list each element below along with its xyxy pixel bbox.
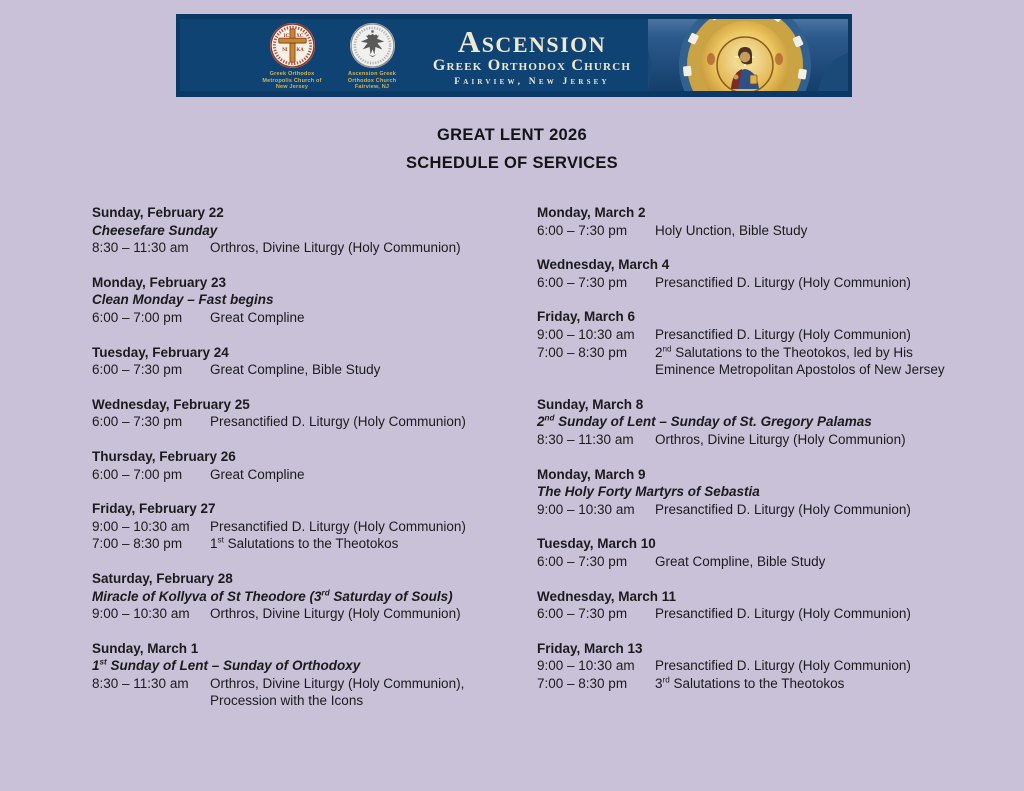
service-description (210, 309, 516, 327)
ordinal-suffix: rd (321, 588, 330, 597)
text-segment: Presanctified D. Liturgy (Holy Communion) (655, 501, 911, 517)
service-description (655, 274, 951, 292)
svg-text:XC: XC (295, 34, 303, 40)
service-time: 6:00 – 7:30 pm (537, 606, 628, 622)
ordinal-suffix: nd (662, 344, 672, 354)
entry-feast (92, 222, 516, 240)
text-segment: Sunday of Lent – Sunday of St. Gregory Palamas (554, 414, 872, 430)
schedule-column-right (537, 204, 951, 709)
entry-date: Friday, March 6 (537, 309, 636, 325)
metropolis-caption-line1: Greek Orthodox (269, 71, 315, 77)
schedule-entry (92, 204, 516, 257)
text-segment: Cheesefare Sunday (92, 222, 218, 238)
text-segment: 2 (537, 414, 545, 430)
service-description (655, 675, 951, 693)
text-segment: Presanctified D. Liturgy (Holy Communion) (655, 274, 911, 290)
text-segment: Presanctified D. Liturgy (Holy Communion) (655, 326, 911, 342)
schedule-entry (92, 274, 516, 327)
service-description (655, 553, 951, 571)
entry-date: Monday, February 23 (92, 274, 227, 290)
schedule-entry (537, 256, 951, 291)
entry-date: Saturday, February 28 (92, 570, 233, 586)
service-row (537, 605, 951, 623)
entry-date: Monday, March 9 (537, 466, 646, 482)
service-row (537, 431, 951, 449)
service-row (92, 535, 516, 553)
service-description (655, 605, 951, 623)
service-time: 7:00 – 8:30 pm (537, 344, 628, 360)
text-segment: Orthros, Divine Liturgy (Holy Communion) (655, 431, 906, 447)
service-row (92, 361, 516, 379)
entry-feast (537, 483, 951, 501)
church-subtitle: Greek Orthodox Church (432, 56, 632, 74)
service-time: 6:00 – 7:00 pm (92, 309, 183, 325)
service-time: 9:00 – 10:30 am (92, 518, 190, 534)
text-segment: Presanctified D. Liturgy (Holy Communion) (210, 518, 466, 534)
schedule-entry (537, 204, 951, 239)
text-segment: Great Compline, Bible Study (655, 553, 826, 569)
service-row (537, 675, 951, 693)
service-time: 6:00 – 7:30 pm (537, 553, 628, 569)
service-row (537, 501, 951, 519)
service-description (655, 326, 951, 344)
service-time: 9:00 – 10:30 am (537, 658, 635, 674)
schedule-entry (537, 588, 951, 623)
service-description (655, 657, 951, 675)
service-time: 9:00 – 10:30 am (537, 501, 635, 517)
service-time: 6:00 – 7:30 pm (537, 274, 628, 290)
schedule-entry (92, 344, 516, 379)
text-segment: Saturday of Souls) (329, 588, 453, 604)
text-segment: Presanctified D. Liturgy (Holy Communion) (655, 606, 911, 622)
schedule-entry (92, 570, 516, 623)
text-segment: Orthros, Divine Liturgy (Holy Communion), Procession with the Icons (210, 675, 465, 709)
service-time: 8:30 – 11:30 am (92, 675, 189, 691)
service-row (92, 518, 516, 536)
church-location: Fairview, New Jersey (454, 76, 610, 87)
entry-date: Monday, March 2 (537, 205, 646, 220)
service-description (210, 466, 516, 484)
service-row (537, 344, 951, 379)
service-time: 9:00 – 10:30 am (537, 326, 635, 342)
parish-caption-line1: Ascension Greek (348, 71, 396, 77)
service-time: 6:00 – 7:30 pm (92, 414, 183, 430)
service-description (655, 344, 951, 379)
service-description (210, 361, 516, 379)
schedule-column-left (92, 204, 516, 727)
metropolis-seal-icon (269, 22, 316, 69)
entry-date: Friday, February 27 (92, 501, 216, 517)
service-row (537, 657, 951, 675)
service-time: 6:00 – 7:30 pm (92, 362, 183, 378)
text-segment: Salutations to the Theotokos (669, 675, 845, 691)
text-segment: Great Compline, Bible Study (210, 362, 381, 378)
parish-logo-block (326, 19, 418, 91)
schedule-entry (92, 500, 516, 553)
document-title-line1: GREAT LENT 2026 (437, 126, 587, 144)
text-segment: 1 (210, 536, 218, 552)
service-description (210, 413, 516, 431)
service-description (210, 675, 516, 710)
service-description (210, 535, 516, 553)
service-description (655, 501, 951, 519)
schedule-entry (537, 535, 951, 570)
service-row (537, 553, 951, 571)
service-time: 9:00 – 10:30 am (92, 606, 190, 622)
text-segment: Orthros, Divine Liturgy (Holy Communion) (210, 606, 461, 622)
service-time: 7:00 – 8:30 pm (92, 536, 183, 552)
service-description (210, 605, 516, 623)
dome-christ-image (648, 19, 848, 91)
service-description (655, 431, 951, 449)
metropolis-caption-line3: New Jersey (275, 84, 309, 90)
schedule-entry (92, 448, 516, 483)
banner-titles (418, 19, 646, 91)
service-row (92, 605, 516, 623)
service-time: 8:30 – 11:30 am (92, 240, 189, 256)
entry-feast (92, 588, 516, 606)
service-time: 8:30 – 11:30 am (537, 431, 634, 447)
svg-text:KA: KA (295, 47, 304, 53)
entry-date: Sunday, March 1 (92, 640, 199, 656)
text-segment: Miracle of Kollyva of St Theodore (3 (92, 588, 322, 604)
parish-caption (348, 71, 397, 91)
parish-seal-icon (349, 22, 396, 69)
svg-text:IC: IC (283, 34, 289, 40)
text-segment: Salutations to the Theotokos (223, 536, 399, 552)
text-segment: Presanctified D. Liturgy (Holy Communion) (655, 658, 911, 674)
service-row (92, 413, 516, 431)
entry-date: Thursday, February 26 (92, 448, 236, 464)
service-time: 6:00 – 7:00 pm (92, 466, 183, 482)
document-title (0, 121, 1024, 177)
entry-date: Wednesday, March 4 (537, 257, 670, 273)
schedule-entry (92, 396, 516, 431)
entry-date: Sunday, March 8 (537, 396, 644, 412)
schedule-entry (537, 640, 951, 693)
service-row (92, 309, 516, 327)
ordinal-suffix: rd (662, 675, 670, 685)
service-row (537, 326, 951, 344)
ordinal-suffix: st (99, 657, 107, 667)
document-title-line2: SCHEDULE OF SERVICES (406, 154, 618, 172)
ordinal-suffix: st (217, 535, 224, 545)
entry-date: Tuesday, March 10 (537, 536, 656, 552)
entry-date: Wednesday, March 11 (537, 588, 677, 604)
entry-date: Tuesday, February 24 (92, 344, 229, 360)
text-segment: Presanctified D. Liturgy (Holy Communion) (210, 414, 466, 430)
service-row (92, 239, 516, 257)
parish-caption-line3: Fairview, NJ (354, 84, 390, 90)
metropolis-caption-line2: Metropolis Church of (262, 77, 322, 84)
text-segment: Great Compline (210, 466, 305, 482)
service-row (92, 675, 516, 710)
parish-caption-line2: Orthodox Church (347, 77, 397, 84)
metropolis-caption (262, 71, 321, 91)
text-segment: 1 (92, 658, 100, 674)
entry-feast (92, 291, 516, 309)
service-time: 6:00 – 7:30 pm (537, 222, 628, 238)
service-row (537, 274, 951, 292)
schedule-entry (92, 640, 516, 710)
entry-feast (92, 657, 516, 675)
service-time: 7:00 – 8:30 pm (537, 675, 628, 691)
text-segment: Great Compline (210, 309, 305, 325)
text-segment: Clean Monday – Fast begins (92, 292, 274, 308)
text-segment: Orthros, Divine Liturgy (Holy Communion) (210, 240, 461, 256)
service-row (92, 466, 516, 484)
metropolis-logo-block (246, 19, 338, 91)
svg-text:NI: NI (281, 47, 288, 53)
service-description (210, 518, 516, 536)
service-row (537, 222, 951, 240)
service-description (210, 239, 516, 257)
text-segment: The Holy Forty Martyrs of Sebastia (537, 484, 760, 500)
service-description (655, 222, 951, 240)
text-segment: Sunday of Lent – Sunday of Orthodoxy (106, 658, 361, 674)
text-segment: 2 (655, 344, 663, 360)
entry-date: Friday, March 13 (537, 640, 643, 656)
schedule-entry (537, 396, 951, 449)
entry-date: Wednesday, February 25 (92, 396, 250, 412)
entry-date: Sunday, February 22 (92, 205, 224, 220)
schedule-entry (537, 466, 951, 519)
church-name: Ascension (457, 23, 607, 59)
text-segment: 3 (655, 675, 663, 691)
schedule-entry (537, 308, 951, 378)
text-segment: Salutations to the Theotokos, led by His Eminence Metropolitan Apostolos of New Jersey (655, 344, 945, 378)
text-segment: Holy Unction, Bible Study (655, 222, 808, 238)
ordinal-suffix: nd (544, 413, 555, 423)
entry-feast (537, 413, 951, 431)
church-banner (176, 14, 852, 97)
